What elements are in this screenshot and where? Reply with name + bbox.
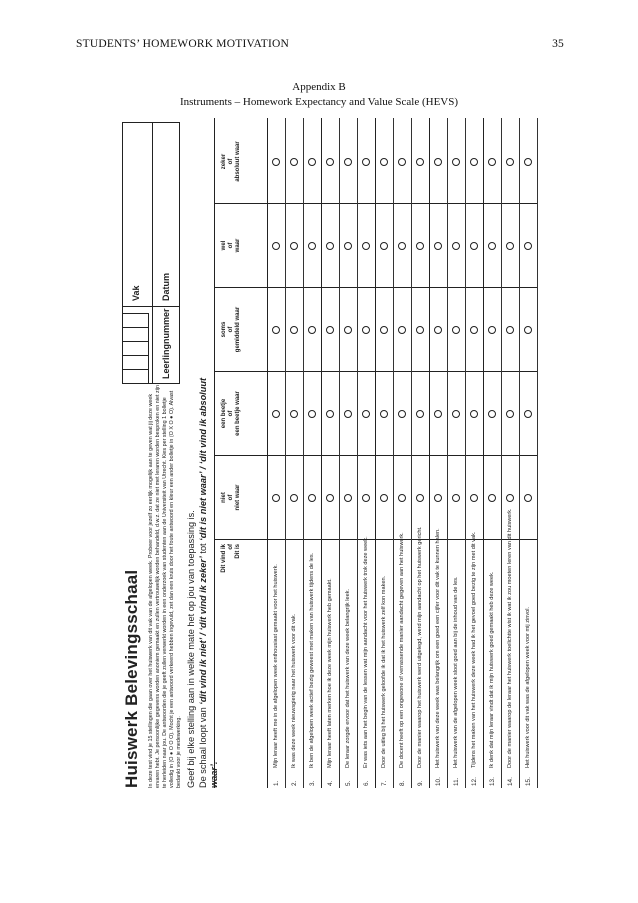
column-divider xyxy=(376,455,393,456)
column-divider xyxy=(448,455,465,456)
column-divider xyxy=(430,203,447,204)
item-number: 10. xyxy=(435,777,442,786)
scale-header-line: een beetje xyxy=(221,398,227,429)
id-divider xyxy=(152,123,153,383)
questionnaire-table xyxy=(214,118,538,788)
response-circle[interactable] xyxy=(416,494,424,502)
response-circle[interactable] xyxy=(506,410,514,418)
response-circle[interactable] xyxy=(452,326,460,334)
item-row xyxy=(268,118,286,788)
column-divider xyxy=(520,203,537,204)
column-divider xyxy=(358,371,375,372)
scale-header-line: of xyxy=(228,410,235,417)
response-circle[interactable] xyxy=(488,494,496,502)
response-circle[interactable] xyxy=(272,158,280,166)
appendix-heading xyxy=(0,80,638,110)
item-text: Mijn leraar heeft laten merken hoe ik deze week mijn huiswerk heb gemaakt. xyxy=(327,578,333,768)
column-divider xyxy=(466,455,483,456)
response-circle[interactable] xyxy=(290,326,298,334)
scale-header-line: gemiddeld waar xyxy=(235,306,242,353)
date-label: Datum xyxy=(161,272,171,301)
response-circle[interactable] xyxy=(434,494,442,502)
response-circle[interactable] xyxy=(470,410,478,418)
item-text: Het huiswerk van deze week was belangrijk om een goed een cijfer voor dit vak te kunnen halen. xyxy=(435,528,441,768)
column-divider xyxy=(412,455,429,456)
column-divider xyxy=(502,287,519,288)
scale-header-first xyxy=(221,544,243,604)
column-divider xyxy=(358,539,375,540)
response-circle[interactable] xyxy=(380,494,388,502)
response-circle[interactable] xyxy=(524,326,532,334)
column-divider xyxy=(466,539,483,540)
item-number: 9. xyxy=(417,780,424,786)
column-divider xyxy=(376,203,393,204)
response-circle[interactable] xyxy=(362,158,370,166)
item-number: 2. xyxy=(291,780,298,786)
response-circle[interactable] xyxy=(344,158,352,166)
item-number: 8. xyxy=(399,780,406,786)
scale-header-2 xyxy=(215,372,267,456)
response-circle[interactable] xyxy=(326,326,334,334)
column-divider xyxy=(484,371,501,372)
response-circle[interactable] xyxy=(272,326,280,334)
column-divider xyxy=(286,203,303,204)
column-divider xyxy=(520,539,537,540)
item-text: Het huiswerk voor dit vak was de afgelopen week voor mij zinvol. xyxy=(525,606,531,768)
column-divider xyxy=(484,287,501,288)
response-circle[interactable] xyxy=(470,242,478,250)
id-cell xyxy=(123,341,149,355)
response-circle[interactable] xyxy=(380,158,388,166)
id-cell xyxy=(123,369,149,383)
column-divider xyxy=(448,539,465,540)
item-number: 15. xyxy=(525,777,532,786)
item-row xyxy=(484,118,502,788)
scale-header-line: niet waar xyxy=(235,484,242,511)
item-row xyxy=(520,118,538,788)
response-circle[interactable] xyxy=(380,326,388,334)
scale-header-5 xyxy=(215,120,267,204)
response-circle[interactable] xyxy=(362,242,370,250)
response-circle[interactable] xyxy=(488,326,496,334)
response-circle[interactable] xyxy=(272,494,280,502)
column-divider xyxy=(304,371,321,372)
id-box xyxy=(122,122,180,384)
scale-header-line: niet xyxy=(221,492,227,503)
column-divider xyxy=(430,371,447,372)
item-row xyxy=(304,118,322,788)
questionnaire-rotated xyxy=(122,118,558,788)
column-divider xyxy=(322,203,339,204)
item-row xyxy=(376,118,394,788)
column-divider xyxy=(268,455,285,456)
instruction-scale-b: ‘dit is niet waar’ / ‘dit vind ik absoluut waar’. xyxy=(197,377,219,788)
response-circle[interactable] xyxy=(326,410,334,418)
column-divider xyxy=(286,287,303,288)
response-circle[interactable] xyxy=(362,326,370,334)
appendix-label: Appendix B xyxy=(292,81,346,93)
item-text: De leraar zorgde ervoor dat het huiswerk van deze week belangrijk leek. xyxy=(345,588,351,768)
item-number: 12. xyxy=(471,777,478,786)
response-circle[interactable] xyxy=(452,494,460,502)
response-circle[interactable] xyxy=(488,242,496,250)
column-divider xyxy=(448,371,465,372)
column-divider xyxy=(358,203,375,204)
response-circle[interactable] xyxy=(290,494,298,502)
response-circle[interactable] xyxy=(398,494,406,502)
item-number: 13. xyxy=(489,777,496,786)
response-circle[interactable] xyxy=(380,410,388,418)
column-divider xyxy=(358,287,375,288)
appendix-title: Instruments – Homework Expectancy and Value Scale (HEVS) xyxy=(179,96,459,108)
scale-header-first-line: Dit vind ik xyxy=(221,544,227,573)
response-circle[interactable] xyxy=(398,410,406,418)
questionnaire-title: Huiswerk Belevingsschaal xyxy=(122,569,141,788)
questionnaire-scan xyxy=(122,118,558,788)
scale-header-line: of xyxy=(228,242,235,249)
column-divider xyxy=(466,287,483,288)
column-divider xyxy=(394,455,411,456)
response-circle[interactable] xyxy=(344,242,352,250)
column-divider xyxy=(304,455,321,456)
response-circle[interactable] xyxy=(488,410,496,418)
column-divider xyxy=(358,455,375,456)
response-circle[interactable] xyxy=(344,410,352,418)
column-divider xyxy=(304,287,321,288)
column-divider xyxy=(340,539,357,540)
response-circle[interactable] xyxy=(362,494,370,502)
response-circle[interactable] xyxy=(308,494,316,502)
column-divider xyxy=(322,539,339,540)
response-circle[interactable] xyxy=(434,242,442,250)
item-text: Ik was deze week nieuwsgierig naar het huiswerk voor dit vak. xyxy=(291,613,297,768)
response-circle[interactable] xyxy=(524,158,532,166)
response-circle[interactable] xyxy=(362,410,370,418)
column-divider xyxy=(412,539,429,540)
column-divider xyxy=(286,539,303,540)
column-divider xyxy=(340,371,357,372)
column-divider xyxy=(394,539,411,540)
column-divider xyxy=(322,371,339,372)
instruction-line-1: Geef bij elke stelling aan in welke mate het op jou van toepassing is. xyxy=(186,510,196,788)
column-divider xyxy=(412,371,429,372)
response-circle[interactable] xyxy=(470,494,478,502)
id-cell xyxy=(123,355,149,369)
response-circle[interactable] xyxy=(470,158,478,166)
item-row xyxy=(322,118,340,788)
response-circle[interactable] xyxy=(272,410,280,418)
column-divider xyxy=(520,455,537,456)
column-divider xyxy=(376,287,393,288)
student-number-cells xyxy=(123,313,149,383)
response-circle[interactable] xyxy=(290,242,298,250)
id-cell xyxy=(123,327,149,341)
id-cell xyxy=(123,313,149,327)
column-divider xyxy=(520,371,537,372)
item-number: 4. xyxy=(327,780,334,786)
column-divider xyxy=(376,539,393,540)
column-divider xyxy=(394,287,411,288)
response-circle[interactable] xyxy=(434,158,442,166)
column-divider xyxy=(286,371,303,372)
response-circle[interactable] xyxy=(308,158,316,166)
response-circle[interactable] xyxy=(326,494,334,502)
subject-label: Vak xyxy=(131,285,141,301)
response-circle[interactable] xyxy=(290,158,298,166)
running-head: STUDENTS’ HOMEWORK MOTIVATION xyxy=(76,38,290,50)
item-text: Door de manier waarop de leraar het huiswerk toelichtte wist ik wat ik zou moeten leren van dit huiswerk. xyxy=(507,508,513,768)
column-divider xyxy=(412,287,429,288)
column-divider xyxy=(394,203,411,204)
column-divider xyxy=(286,455,303,456)
response-circle[interactable] xyxy=(506,326,514,334)
item-text: Door de manier waarop het huiswerk werd uitgelegd, werd mijn aandacht op het huiswerk gericht. xyxy=(417,526,423,768)
response-circle[interactable] xyxy=(380,242,388,250)
item-text: Het huiswerk van de afgelopen week sloot goed aan bij de inhoud van de les. xyxy=(453,576,459,768)
scale-header-line: wel xyxy=(221,240,227,251)
column-divider xyxy=(394,371,411,372)
column-divider xyxy=(304,203,321,204)
scale-header-first-line: of xyxy=(228,544,235,550)
response-circle[interactable] xyxy=(470,326,478,334)
item-number: 11. xyxy=(453,777,460,786)
response-circle[interactable] xyxy=(434,326,442,334)
scale-header-line: absoluut waar xyxy=(235,141,242,182)
item-text: Tijdens het maken van het huiswerk deze week had ik het gevoel goed bezig te zijn met dit vak. xyxy=(471,531,477,768)
column-divider xyxy=(520,287,537,288)
instruction-mid: tot xyxy=(197,543,208,554)
column-divider xyxy=(268,371,285,372)
column-divider xyxy=(484,203,501,204)
item-row xyxy=(412,118,430,788)
response-circle[interactable] xyxy=(452,242,460,250)
column-divider xyxy=(502,539,519,540)
item-number: 3. xyxy=(309,780,316,786)
student-number-label: Leerlingnummer xyxy=(161,308,171,379)
item-number: 1. xyxy=(273,780,280,786)
response-circle[interactable] xyxy=(272,242,280,250)
scale-header-line: een beetje waar xyxy=(235,391,242,436)
response-circle[interactable] xyxy=(506,158,514,166)
response-circle[interactable] xyxy=(416,410,424,418)
response-circle[interactable] xyxy=(452,410,460,418)
instruction-scale-a: ‘dit vind ik niet’ / ‘dit vind ik zeker’ xyxy=(197,556,208,705)
item-row xyxy=(358,118,376,788)
response-circle[interactable] xyxy=(344,326,352,334)
response-circle[interactable] xyxy=(308,242,316,250)
item-row xyxy=(448,118,466,788)
scale-header-4 xyxy=(215,204,267,288)
item-number: 5. xyxy=(345,780,352,786)
column-divider xyxy=(268,203,285,204)
response-circle[interactable] xyxy=(308,326,316,334)
scale-header-line: of xyxy=(228,494,235,501)
instruction-prefix: De schaal loopt van xyxy=(197,707,208,788)
column-divider xyxy=(322,455,339,456)
response-circle[interactable] xyxy=(524,494,532,502)
response-circle[interactable] xyxy=(524,242,532,250)
response-circle[interactable] xyxy=(416,158,424,166)
scale-header-line: of xyxy=(228,158,235,165)
item-number: 14. xyxy=(507,777,514,786)
scale-header-line: waar xyxy=(235,238,242,253)
response-circle[interactable] xyxy=(506,242,514,250)
response-circle[interactable] xyxy=(416,242,424,250)
column-divider xyxy=(304,539,321,540)
page-number: 35 xyxy=(552,38,564,50)
item-row xyxy=(340,118,358,788)
column-divider xyxy=(322,287,339,288)
column-divider xyxy=(484,539,501,540)
column-divider xyxy=(340,287,357,288)
response-circle[interactable] xyxy=(308,410,316,418)
item-text: Mijn leraar heeft me in de afgelopen week enthousiast gemaakt voor het huiswerk. xyxy=(273,564,279,768)
response-circle[interactable] xyxy=(452,158,460,166)
column-divider xyxy=(448,287,465,288)
scale-header-3 xyxy=(215,288,267,372)
questionnaire-intro: In deze test vind je 15 stellingen die gaan over het huiswerk van dit vak van de afgelopen week. Probeer voor jezelf zo eerlijk mogelijk aan te geven wat jij deze week ervaren hebt. Je persoonlijke gegevens worden anoniem gemaakt en zullen vertrouwelijk worden behandeld, d.w.z. dat ze niet met leraren worden besproken en niet zijn te herleiden naar jou. De antwoorden die je geeft zullen verwerkt worden in een onderzoek van studenten aan de Universiteit van Utrecht. Kies per stelling 1 bolletje volledig in (O ● O O O). Mocht je een antwoord verkeerd hebben ingevuld, zet dan een kruis door het foute antwoord en kleur een ander bolletje in (O X O ● O). Alvast bedankt voor je medewerking. xyxy=(148,384,183,788)
item-text: Ik ben de afgelopen week actief bezig geweest met maken van huiswerk tijdens de les. xyxy=(309,552,315,768)
scale-header-line: of xyxy=(228,326,235,333)
scale-header-line: soms xyxy=(221,321,227,338)
item-number: 6. xyxy=(363,780,370,786)
column-divider xyxy=(466,203,483,204)
column-divider xyxy=(502,203,519,204)
response-circle[interactable] xyxy=(398,242,406,250)
response-circle[interactable] xyxy=(488,158,496,166)
column-divider xyxy=(502,371,519,372)
response-circle[interactable] xyxy=(398,326,406,334)
column-divider xyxy=(502,455,519,456)
item-row xyxy=(466,118,484,788)
scale-header-row xyxy=(215,118,268,788)
response-circle[interactable] xyxy=(398,158,406,166)
scale-header-first-line: Dit is xyxy=(235,544,242,559)
response-circle[interactable] xyxy=(506,494,514,502)
response-circle[interactable] xyxy=(524,410,532,418)
item-text: Er was iets aan het begin van de lessen wat mijn aandacht voor het huiswerk trok deze week. xyxy=(363,536,369,768)
item-row xyxy=(430,118,448,788)
column-divider xyxy=(430,287,447,288)
column-divider xyxy=(430,539,447,540)
response-circle[interactable] xyxy=(326,158,334,166)
scale-header-1 xyxy=(215,456,267,540)
response-circle[interactable] xyxy=(416,326,424,334)
response-circle[interactable] xyxy=(344,494,352,502)
column-divider xyxy=(268,539,285,540)
column-divider xyxy=(430,455,447,456)
response-circle[interactable] xyxy=(326,242,334,250)
column-divider xyxy=(340,203,357,204)
item-text: Door de uitleg bij het huiswerk geloofde ik dat ik het huiswerk zelf kon maken. xyxy=(381,575,387,768)
item-number: 7. xyxy=(381,780,388,786)
scale-header-line: zeker xyxy=(221,153,227,170)
column-divider xyxy=(448,203,465,204)
column-divider xyxy=(376,371,393,372)
response-circle[interactable] xyxy=(434,410,442,418)
id-divider xyxy=(123,306,179,307)
item-row xyxy=(502,118,520,788)
column-divider xyxy=(340,455,357,456)
column-divider xyxy=(412,203,429,204)
column-divider xyxy=(484,455,501,456)
item-text: Ik denk dat mijn leraar vindt dat ik mijn huiswerk goed gemaakt heb deze week. xyxy=(489,571,495,768)
response-circle[interactable] xyxy=(290,410,298,418)
item-text: De docent heeft op een ongewone of verrassende manier aandacht gegeven aan het huiswerk. xyxy=(399,532,405,768)
column-divider xyxy=(466,371,483,372)
item-row xyxy=(286,118,304,788)
item-row xyxy=(394,118,412,788)
column-divider xyxy=(268,287,285,288)
